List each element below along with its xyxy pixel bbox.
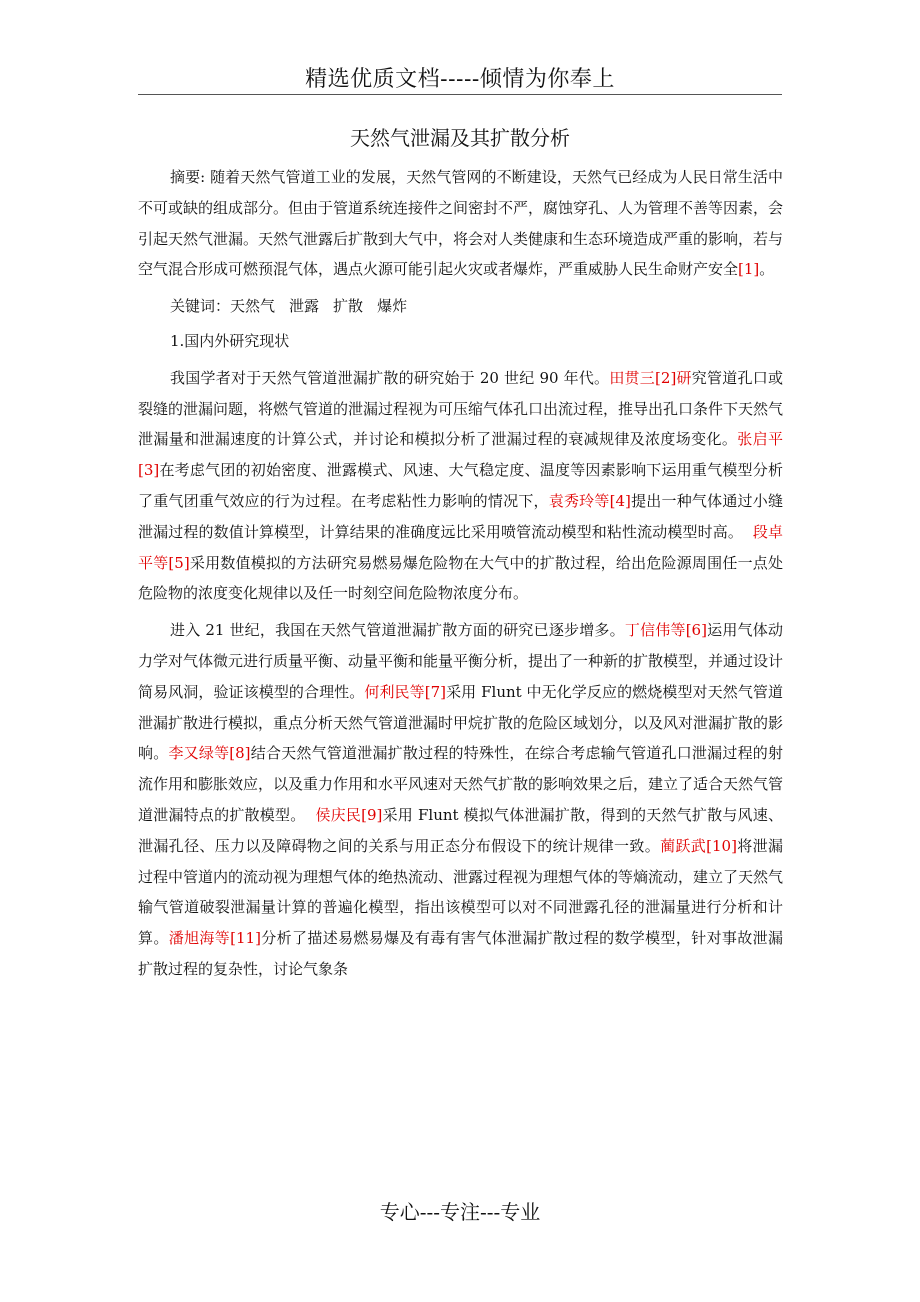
abstract-text: 随着天然气管道工业的发展，天然气管网的不断建设，天然气已经成为人民日常生活中不可或缺的组成部分。但由于管道系统连接件之间密封不严，腐蚀穿孔、人为管理不善等因素，会引起天然气泄漏。天然气泄露后扩散到大气中，将会对人类健康和生态环境造成严重的影响，若与空气混合形成可燃预混气体，遇点火源可能引起火灾或者爆炸，严重威胁人民生命财产安全	[138, 168, 784, 279]
citation-link[interactable]: 潘旭海等[11]	[168, 929, 261, 948]
abstract-paragraph: 摘要: 随着天然气管道工业的发展，天然气管网的不断建设，天然气已经成为人民日常生活中不可或缺的组成部分。但由于管道系统连接件之间密封不严，腐蚀穿孔、人为管理不善等因素，会引起天然气泄漏。天然气泄露后扩散到大气中，将会对人类健康和生态环境造成严重的影响，若与空气混合形成可燃预混气体，遇点火源可能引起火灾或者爆炸，严重威胁人民生命财产安全[1]。	[138, 168, 784, 279]
citation-link[interactable]: 侯庆民[9]	[315, 805, 383, 824]
document-title: 天然气泄漏及其扩散分析	[350, 126, 570, 150]
citation-link[interactable]: 张启平[3]	[138, 430, 783, 480]
citation-link[interactable]: 蔺跃武[10]	[660, 836, 737, 855]
abstract-label: 摘要:	[170, 168, 206, 186]
citation-link[interactable]: 丁信伟等[6]	[624, 621, 707, 640]
body-paragraph: 进入 21 世纪，我国在天然气管道泄漏扩散方面的研究已逐步增多。丁信伟等[6]运用气体动力学对气体微元进行质量平衡、动量平衡和能量平衡分析，提出了一种新的扩散模型，并通过设计简易风洞，验证该模型的合理性。何利民等[7]采用 Flunt 中无化学反应的燃烧模型对天然气管道泄漏扩散进行模拟，重点分析天然气管道泄漏时甲烷扩散的危险区域划分，以及风对泄漏扩散的影响。李又绿等[8]结合天然气管道泄漏扩散过程的特殊性，在综合考虑输气管道孔口泄漏过程的射流作用和膨胀效应，以及重力作用和水平风速对天然气扩散的影响效果之后，建立了适合天然气管道泄漏特点的扩散模型。 侯庆民[9]采用 Flunt 模拟气体泄漏扩散，得到的天然气扩散与风速、泄漏孔径、压力以及障碍物之间的关系与用正态分布假设下的统计规律一致。蔺跃武[10]将泄漏过程中管道内的流动视为理想气体的绝热流动、泄露过程视为理想气体的等熵流动，建立了天然气输气管道破裂泄漏量计算的普遍化模型，指出该模型可以对不同泄露孔径的泄漏量进行分析和计算。潘旭海等[11]分析了描述易燃易爆及有毒有害气体泄漏扩散过程的数学模型，针对事故泄漏扩散过程的复杂性，讨论气象条	[138, 621, 784, 978]
citation-link[interactable]: 田贯三[2]研	[609, 368, 692, 387]
citation-link[interactable]: 段卓平等[5]	[138, 522, 783, 572]
page-header: 精选优质文档-----倾情为你奉上	[305, 67, 615, 92]
citation-link[interactable]: 袁秀玲等[4]	[548, 491, 631, 510]
keywords-line	[138, 291, 783, 322]
keyword: 扩散	[333, 297, 364, 316]
section-heading: 1.国内外研究现状	[170, 331, 290, 350]
citation-link[interactable]: 李又绿等[8]	[168, 744, 251, 763]
page-footer: 专心---专注---专业	[379, 1200, 541, 1224]
document-body	[138, 162, 783, 991]
keywords-label: 关键词：	[170, 297, 231, 316]
keyword: 爆炸	[377, 297, 408, 316]
keyword: 天然气	[230, 297, 276, 316]
body-paragraph: 我国学者对于天然气管道泄漏扩散的研究始于 20 世纪 90 年代。田贯三[2]研究管道孔口或裂缝的泄漏问题，将燃气管道的泄漏过程视为可压缩气体孔口出流过程，推导出孔口条件下天然气泄漏量和泄漏速度的计算公式，并讨论和模拟分析了泄漏过程的衰减规律及浓度场变化。张启平[3]在考虑气团的初始密度、泄露模式、风速、大气稳定度、温度等因素影响下运用重气模型分析了重气团重气效应的行为过程。在考虑粘性力影响的情况下，袁秀玲等[4]提出一种气体通过小缝泄漏过程的数值计算模型，计算结果的准确度远比采用喷管流动模型和粘性流动模型时高。 段卓平等[5]采用数值模拟的方法研究易燃易爆危险物在大气中的扩散过程，给出危险源周围任一点处危险物的浓度变化规律以及任一时刻空间危险物浓度分布。	[138, 368, 784, 603]
citation-link[interactable]: [1]	[738, 260, 760, 279]
keyword: 泄露	[289, 297, 320, 316]
citation-link[interactable]: 何利民等[7]	[364, 682, 446, 701]
header-divider	[138, 94, 782, 95]
